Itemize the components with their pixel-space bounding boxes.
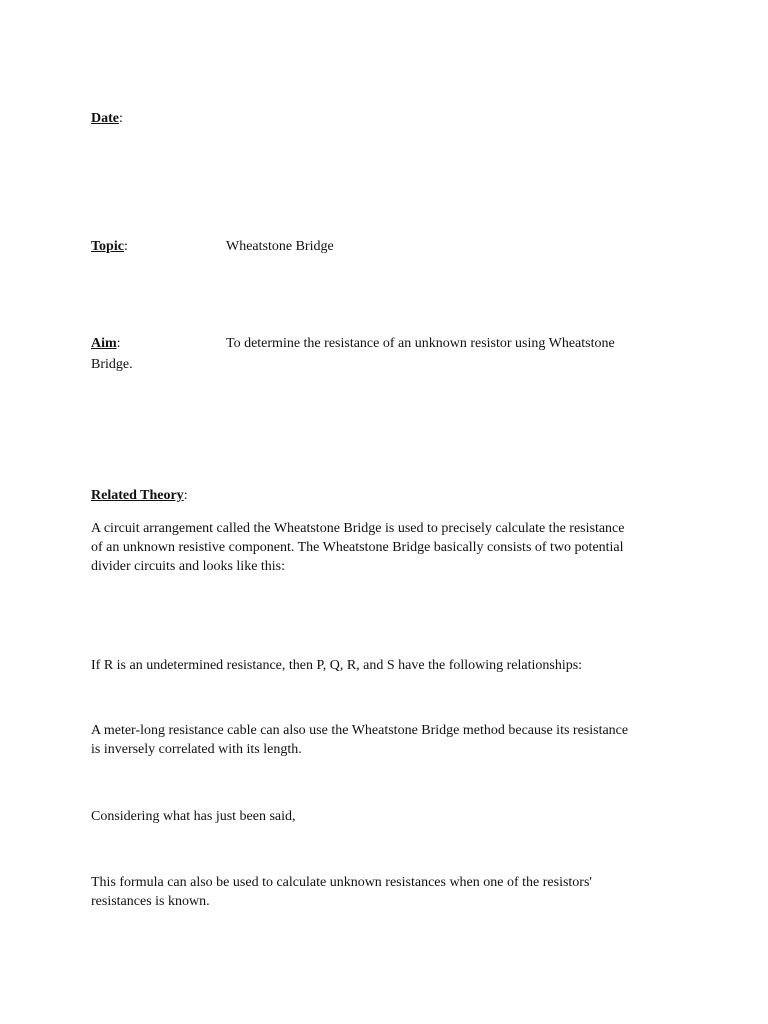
topic-value: Wheatstone Bridge [226,239,334,254]
paragraph-1-line-3: divider circuits and looks like this: [91,559,286,574]
related-theory-separator: : [183,488,188,503]
paragraph-5-line-2: resistances is known. [91,894,210,909]
related-theory-label: Related Theory [91,488,184,503]
topic-line [91,237,128,256]
aim-label: Aim [91,336,117,351]
related-theory-heading [91,486,188,505]
paragraph-1-line-2: of an unknown resistive component. The Wheatstone Bridge basically consists of two potential [91,540,624,555]
date-separator: : [119,111,123,126]
paragraph-4: Considering what has just been said, [91,809,296,824]
paragraph-3-line-2: is inversely correlated with its length. [91,742,302,757]
date-line [91,109,123,128]
paragraph-3-line-1: A meter-long resistance cable can also use the Wheatstone Bridge method because its resistance [91,723,629,738]
topic-separator: : [123,239,128,254]
paragraph-1-line-1: A circuit arrangement called the Wheatstone Bridge is used to precisely calculate the resistance [91,521,625,536]
date-label: Date [91,111,119,126]
aim-separator: : [116,336,121,351]
aim-value-continued: Bridge. [91,357,133,372]
aim-value: To determine the resistance of an unknown resistor using Wheatstone [226,336,615,351]
paragraph-2: If R is an undetermined resistance, then P, Q, R, and S have the following relationships: [91,658,583,673]
aim-line [91,334,121,353]
paragraph-5-line-1: This formula can also be used to calculate unknown resistances when one of the resistors' [91,875,592,890]
topic-label: Topic [91,239,124,254]
